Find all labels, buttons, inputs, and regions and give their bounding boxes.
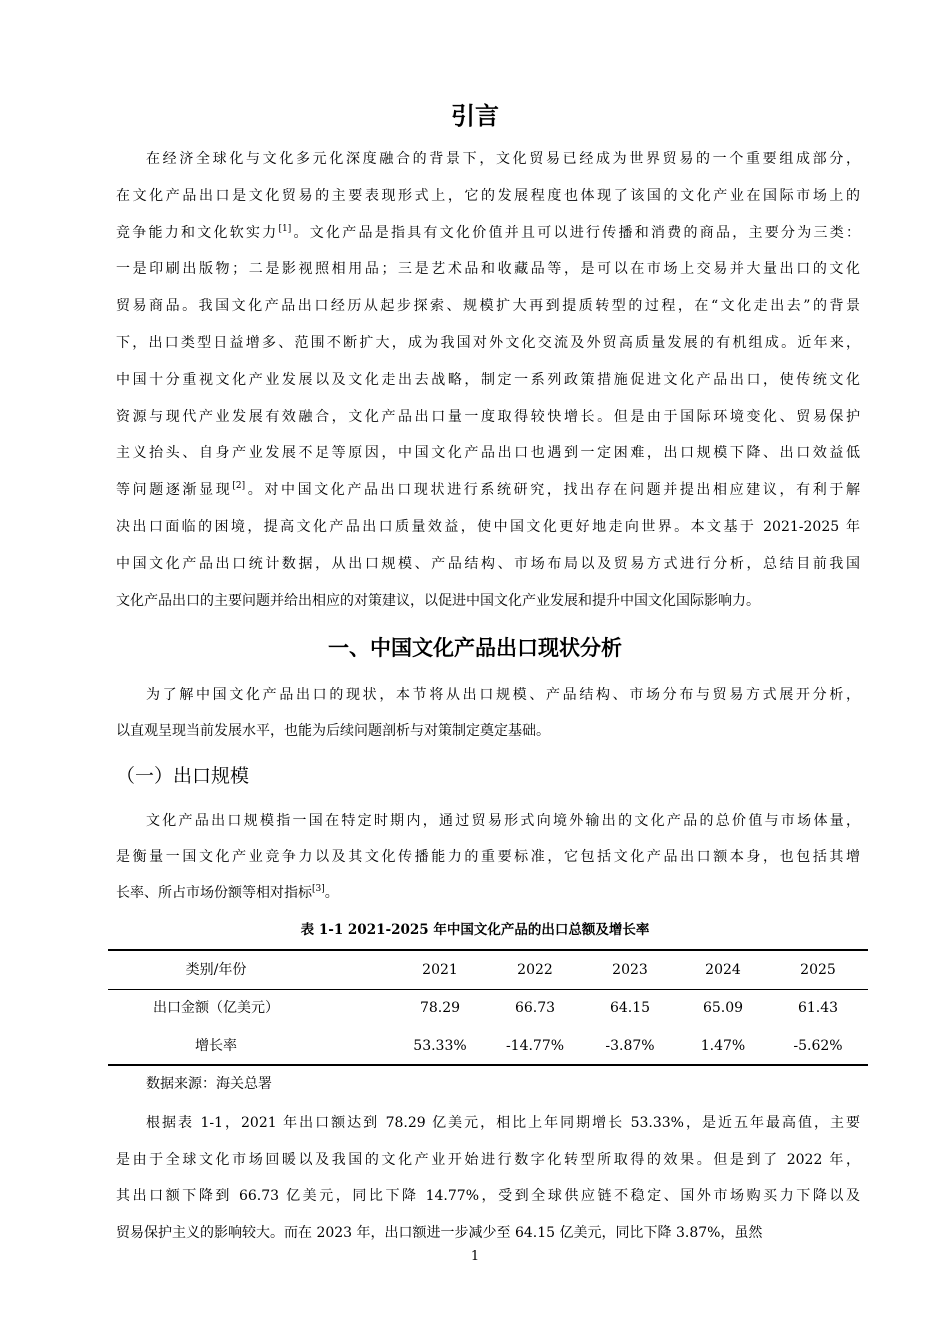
text-segment: 一是印刷出版物；二是影视照相用品；三是艺术品和收藏品等，是可以在市场上交易并大量出口的文化: [116, 261, 860, 278]
section-heading: 一、中国文化产品出口现状分析: [328, 636, 622, 660]
text-segment: 为了解中国文化产品出口的现状，本节将从出口规模、产品结构、市场分布与贸易方式展开分析，: [146, 687, 860, 703]
table-header-cell: 2024: [705, 962, 741, 978]
text-segment: 在文化产品出口是文化贸易的主要表现形式上，它的发展程度也体现了该国的文化产业在国际市场上的: [116, 187, 860, 204]
text-segment: 竞争能力和文化软实力: [116, 224, 279, 241]
text-line: [116, 846, 860, 868]
text-line: [116, 1185, 860, 1207]
table-cell: 66.73: [514, 1000, 556, 1016]
citation-ref: [1]: [278, 223, 292, 234]
text-line: [116, 1222, 860, 1244]
text-segment: 在经济全球化与文化多元化深度融合的背景下，文化贸易已经成为世界贸易的一个重要组成部分，: [146, 151, 860, 167]
table-header-cell: 2023: [612, 962, 648, 978]
table-cell: 出口金额（亿美元）: [153, 1000, 279, 1016]
text-segment: 其出口额下降到 66.73 亿美元，同比下降 14.77%，受到全球供应链不稳定、国外市场购买力下降以及: [116, 1188, 860, 1204]
table-cell: 1.47%: [700, 1038, 746, 1054]
text-segment: 贸易商品。我国文化产品出口经历从起步探索、规模扩大再到提质转型的过程，在“文化走出去”的背景: [116, 298, 860, 315]
page-title: 引言: [451, 102, 499, 130]
table-top-rule: [108, 949, 868, 951]
text-segment: 文化产品出口的主要问题并给出相应的对策建议，以促进中国文化产业发展和提升中国文化国际影响力。: [116, 592, 760, 609]
text-segment: 中国十分重视文化产业发展以及文化走出去战略，制定一系列政策措施促进文化产品出口，使传统文化: [116, 371, 860, 388]
text-line: [116, 1149, 860, 1171]
table-cell: -3.87%: [605, 1038, 655, 1054]
citation-ref: [3]: [312, 884, 325, 894]
text-line: [116, 406, 860, 428]
text-line: [116, 442, 860, 464]
text-line: [116, 684, 860, 706]
text-segment: 文化产品出口规模指一国在特定时期内，通过贸易形式向境外输出的文化产品的总价值与市场体量，: [146, 813, 860, 829]
table-cell: 64.15: [609, 1000, 651, 1016]
text-segment: 贸易保护主义的影响较大。而在 2023 年，出口额进一步减少至 64.15 亿美元，同比下降 3.87%，虽然: [116, 1224, 763, 1241]
text-line: [116, 1112, 860, 1134]
text-line: [116, 553, 860, 575]
text-line: [116, 516, 860, 538]
table-cell: 53.33%: [413, 1038, 467, 1054]
text-line: [116, 185, 860, 207]
table-caption: 表 1-1 2021-2025 年中国文化产品的出口总额及增长率: [300, 922, 650, 938]
text-segment: 中国文化产品出口统计数据，从出口规模、产品结构、市场布局以及贸易方式进行分析，总结目前我国: [116, 555, 860, 572]
text-segment: 决出口面临的困境，提高文化产品出口质量效益，使中国文化更好地走向世界。本文基于 2021-2025 年: [116, 519, 860, 535]
table-header-cell: 2025: [800, 962, 836, 978]
table-cell: -14.77%: [505, 1038, 565, 1054]
text-segment: 。对中国文化产品出口现状进行系统研究，找出存在问题并提出相应建议，有利于解: [245, 482, 860, 499]
text-line: [116, 479, 860, 501]
table-cell: 增长率: [195, 1038, 237, 1054]
text-line: [116, 332, 860, 354]
table-cell: 65.09: [702, 1000, 744, 1016]
text-line: [116, 590, 860, 612]
text-line: [116, 882, 860, 904]
table-header-cell: 2022: [517, 962, 553, 978]
text-segment: 。: [324, 885, 339, 901]
table-header-rule: [108, 989, 868, 990]
text-segment: 是由于全球文化市场回暖以及我国的文化产业开始进行数字化转型所取得的效果。但是到了 2022 年，: [116, 1151, 860, 1168]
text-segment: 根据表 1-1，2021 年出口额达到 78.29 亿美元，相比上年同期增长 53.33%，是近五年最高值，主要: [146, 1115, 860, 1131]
text-segment: 是衡量一国文化产业竞争力以及其文化传播能力的重要标准，它包括文化产品出口额本身，也包括其增: [116, 849, 860, 865]
text-line: [116, 369, 860, 391]
table-cell: -5.62%: [793, 1038, 843, 1054]
table-cell: 61.43: [797, 1000, 839, 1016]
text-segment: 资源与现代产业发展有效融合，文化产品出口量一度取得较快增长。但是由于国际环境变化、贸易保护: [116, 408, 860, 425]
text-line: [116, 720, 860, 742]
text-segment: 主义抬头、自身产业发展不足等原因，中国文化产品出口也遇到一定困难，出口规模下降、出口效益低: [116, 445, 860, 462]
text-segment: 以直观呈现当前发展水平，也能为后续问题剖析与对策制定奠定基础。: [116, 723, 550, 739]
table-cell: 78.29: [419, 1000, 461, 1016]
table-bottom-rule: [108, 1064, 868, 1066]
text-segment: 长率、所占市场份额等相对指标: [116, 885, 312, 901]
text-line: [116, 258, 860, 280]
text-line: [116, 810, 860, 832]
page-number: 1: [470, 1249, 480, 1264]
table-source: 数据来源：海关总署: [146, 1076, 272, 1092]
text-segment: 等问题逐渐显现: [116, 482, 233, 499]
text-segment: 。文化产品是指具有文化价值并且可以进行传播和消费的商品，主要分为三类：: [291, 224, 860, 241]
text-segment: 下，出口类型日益增多、范围不断扩大，成为我国对外文化交流及外贸高质量发展的有机组成。近年来，: [116, 335, 860, 351]
subsection-heading: （一）出口规模: [116, 765, 250, 787]
text-line: [116, 222, 860, 244]
citation-ref: [2]: [232, 481, 246, 492]
text-line: [116, 295, 860, 317]
table-header-cell: 类别/年份: [185, 962, 247, 978]
table-header-cell: 2021: [422, 962, 458, 978]
text-line: [116, 148, 860, 170]
